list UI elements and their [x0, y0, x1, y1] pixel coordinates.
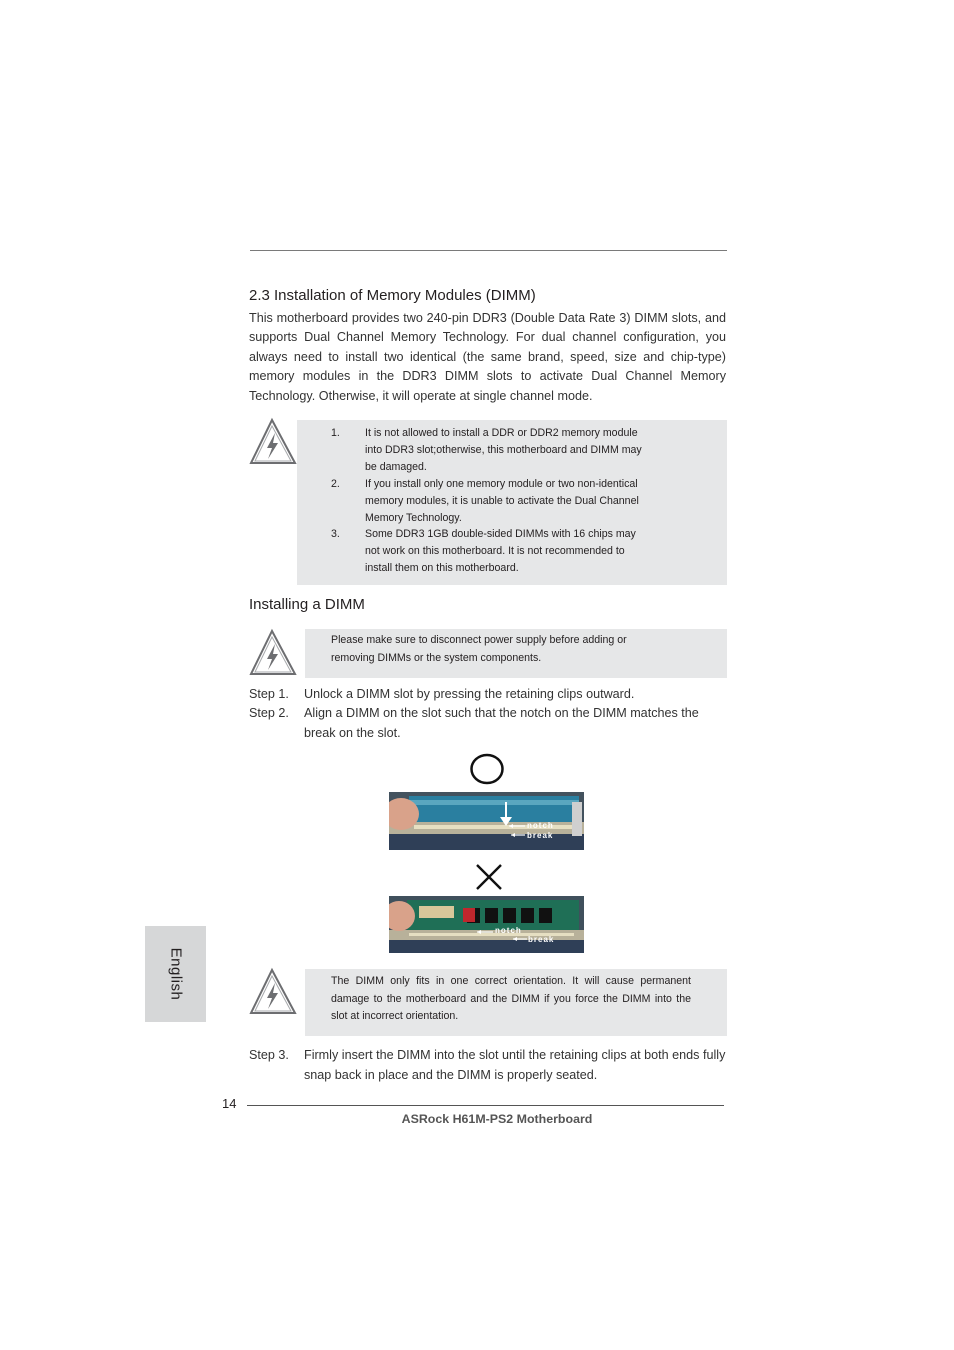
- step-1: [249, 685, 729, 705]
- orientation-note-text: The DIMM only fits in one correct orientation. It will cause permanent damage to the motherboard and the DIMM if you force the DIMM into the slot at incorrect orientation.: [331, 975, 691, 1022]
- step-text: Align a DIMM on the slot such that the notch on the DIMM matches the break on the slot.: [304, 706, 699, 740]
- incorrect-cross-icon: [474, 862, 504, 892]
- step-3: [249, 1046, 729, 1085]
- header-rule: [250, 250, 727, 251]
- power-note-box: [305, 629, 727, 678]
- warning-icon: [248, 417, 298, 467]
- step-text: Firmly insert the DIMM into the slot until the retaining clips at both ends fully snap back in place and the DIMM is properly seated.: [304, 1048, 726, 1082]
- note-item: [331, 476, 651, 527]
- language-label: English: [167, 947, 184, 1001]
- memory-notes-list: [331, 425, 651, 577]
- note-number: 1.: [331, 427, 340, 439]
- warning-icon: [248, 967, 298, 1017]
- warning-icon: [248, 628, 298, 678]
- note-text: It is not allowed to install a DDR or DDR2 memory module into DDR3 slot;otherwise, this motherboard and DIMM may be damaged.: [365, 427, 642, 473]
- installing-title: Installing a DIMM: [249, 596, 365, 613]
- note-number: 2.: [331, 477, 340, 490]
- step-label: Step 1.: [249, 687, 289, 701]
- note-number: 3.: [331, 528, 340, 541]
- correct-circle-icon: [469, 752, 505, 786]
- break-label: break: [527, 831, 554, 840]
- note-text: If you install only one memory module or two non-identical memory modules, it is unable to activate the Dual Channel Memory Technology.: [365, 477, 639, 524]
- step-label: Step 3.: [249, 1048, 289, 1062]
- footer-product: ASRock H61M-PS2 Motherboard: [401, 1112, 593, 1126]
- footer-rule: [247, 1105, 724, 1106]
- power-note-text: Please make sure to disconnect power supply before adding or removing DIMMs or the system components.: [331, 634, 627, 664]
- note-item: [331, 526, 651, 577]
- dimm-incorrect-photo: [389, 896, 584, 953]
- step-text: Unlock a DIMM slot by pressing the retaining clips outward.: [304, 687, 635, 701]
- language-side-tab: [145, 926, 206, 1022]
- step-label: Step 2.: [249, 706, 289, 720]
- orientation-note-box: [305, 969, 727, 1036]
- page-number: 14: [222, 1096, 237, 1111]
- memory-notes-box: [297, 420, 727, 585]
- intro-paragraph: This motherboard provides two 240-pin DDR3 (Double Data Rate 3) DIMM slots, and supports Dual Channel Memory Technology. For dual channel configuration, you always need to install two identical (the same brand, speed, size and chip-type) memory modules in the DDR3 DIMM slots to activate Dual Channel Memory Technology. Otherwise, it will operate at single channel mode.: [249, 311, 726, 403]
- notch-label: notch: [495, 926, 522, 935]
- note-item: [331, 425, 651, 476]
- note-text: Some DDR3 1GB double-sided DIMMs with 16 chips may not work on this motherboard. It is not recommended to install them on this motherboard.: [365, 528, 636, 575]
- notch-label: notch: [527, 821, 554, 830]
- break-label: break: [528, 935, 555, 944]
- step-2: [249, 704, 729, 743]
- dimm-correct-photo: [389, 792, 584, 850]
- section-title: 2.3 Installation of Memory Modules (DIMM): [249, 287, 536, 304]
